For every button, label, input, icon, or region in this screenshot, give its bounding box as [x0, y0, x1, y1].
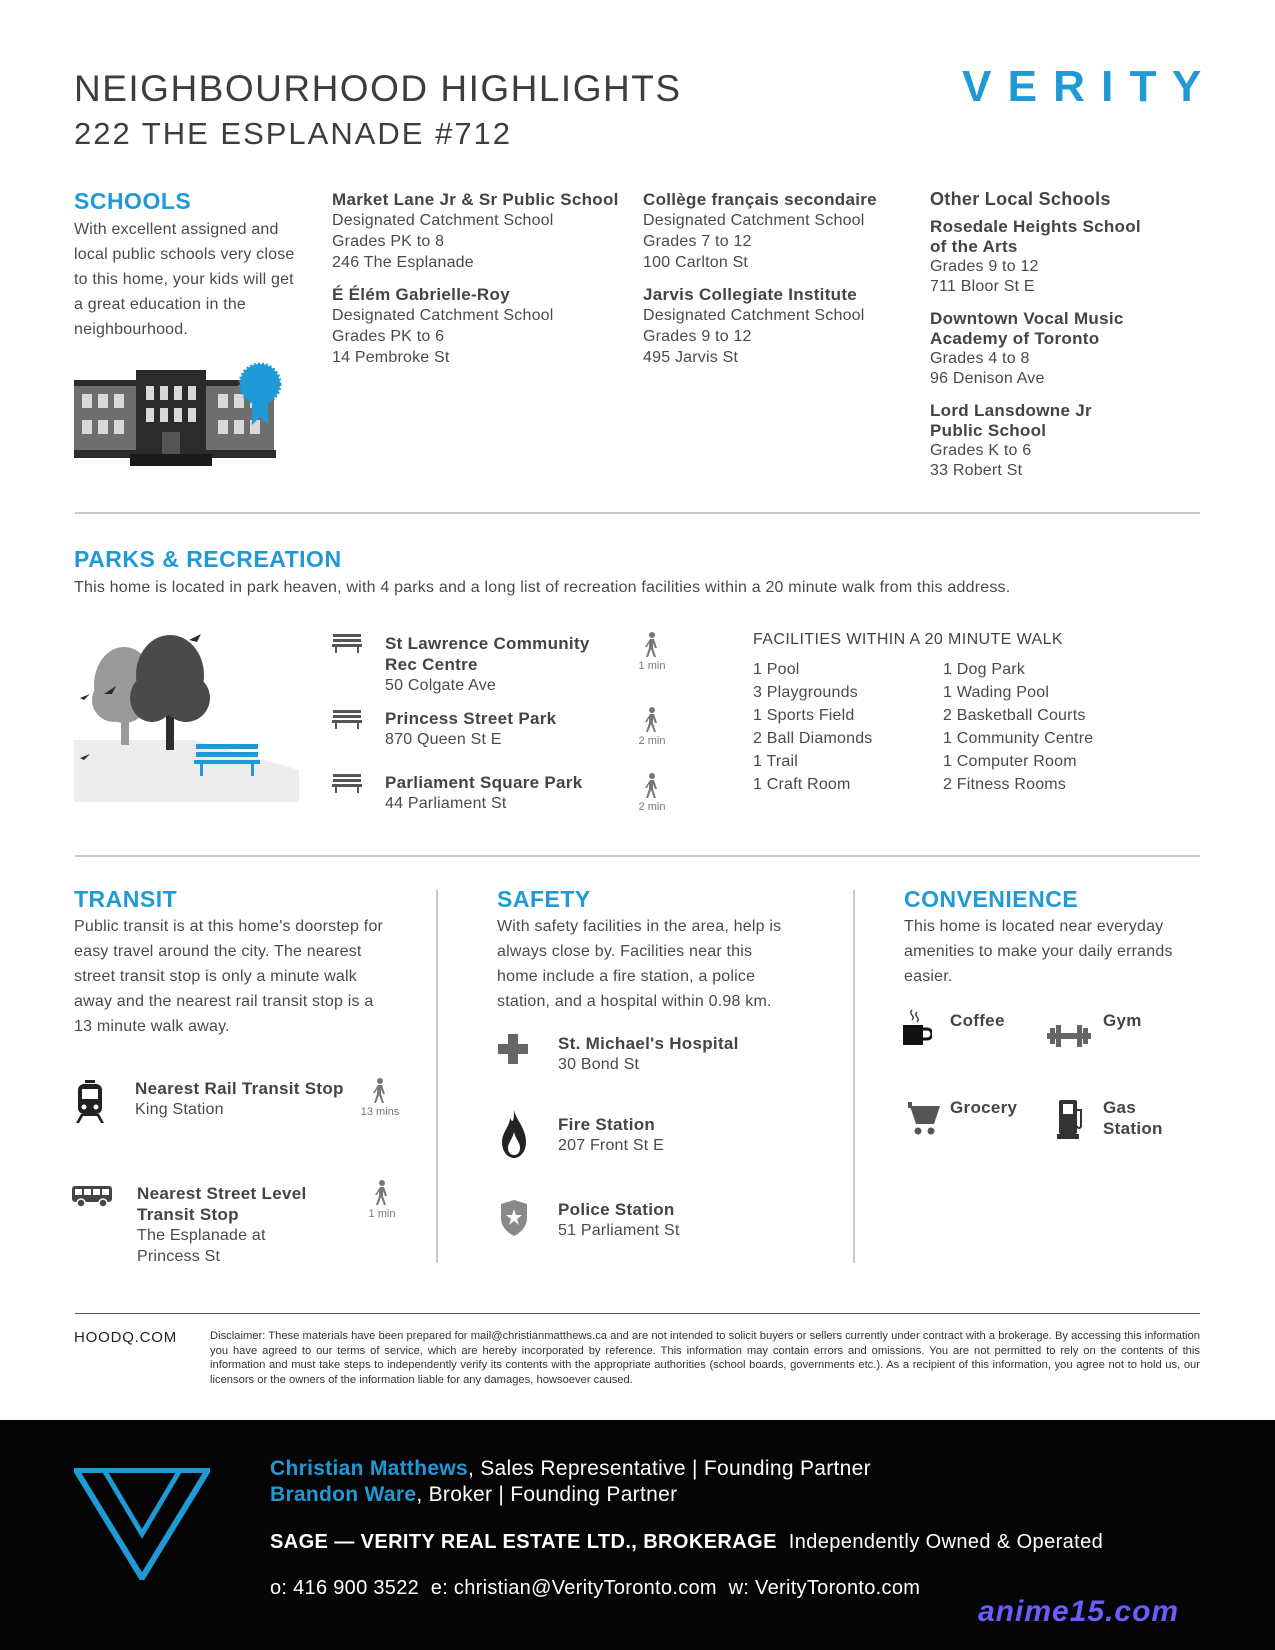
train-icon — [75, 1080, 105, 1124]
school-building-icon — [74, 360, 294, 470]
transit-heading: TRANSIT — [74, 886, 178, 912]
gas-station-label: Gas Station — [1103, 1098, 1163, 1138]
grocery-cart-icon — [902, 1100, 940, 1136]
watermark-text: anime15.com — [978, 1595, 1180, 1628]
disclaimer-text: Disclaimer: These materials have been prepared for mail@christianmatthews.ca and are not intended to solicit buyers or sellers currently under contract with a brokerage. By accessing this information you have agreed to our terms of service, which are hereby incorporated by reference. This information may contain errors and omissions. You are not permitted to rely on the contents of this information and must take steps to independently verify its contents with the appropriate authorities (school boards, governments etc.). As a recipient of this information, you agree not to hold us, our licensors or the owners of the information liable for any damages, howsoever caused. — [210, 1330, 1200, 1386]
police-badge-icon — [501, 1200, 527, 1236]
nearest-street-stop: Nearest Street Level Transit Stop The Esplanade at Princess St — [137, 1184, 307, 1265]
park-st-lawrence: St Lawrence Community Rec Centre 50 Colgate Ave — [385, 634, 590, 694]
park-illustration-icon — [74, 630, 299, 805]
verity-logo-text: V E R I T Y — [962, 62, 1204, 111]
brokerage-line: SAGE — VERITY REAL ESTATE LTD., BROKERAGE Independently Owned & Operated — [270, 1531, 1104, 1553]
facilities-column-1: 1 Pool 3 Playgrounds 1 Sports Field 2 Ball Diamonds 1 Trail 1 Craft Room — [753, 661, 873, 793]
park-princess-street: Princess Street Park 870 Queen St E — [385, 709, 557, 748]
schools-description: With excellent assigned and local public schools very close to this home, your kids will get a great education in the neighbourhood. — [74, 221, 295, 338]
bus-icon — [72, 1186, 112, 1208]
gas-pump-icon — [1057, 1098, 1085, 1140]
safety-fire-station: Fire Station 207 Front St E — [558, 1115, 664, 1154]
convenience-heading: CONVENIENCE — [904, 886, 1079, 912]
safety-heading: SAFETY — [497, 886, 591, 912]
walk-time-rail: 13 mins — [355, 1078, 405, 1118]
walking-person-icon — [644, 773, 660, 799]
walk-time-street: 1 min — [357, 1180, 407, 1220]
gym-dumbbell-icon — [1047, 1024, 1091, 1048]
school-lord-lansdowne: Lord Lansdowne Jr Public School Grades K to 6 33 Robert St — [930, 401, 1092, 479]
walk-time-parliament-square: 2 min — [627, 773, 677, 813]
parks-heading: PARKS & RECREATION — [74, 546, 342, 572]
school-rosedale-heights: Rosedale Heights School of the Arts Grades 9 to 12 711 Bloor St E — [930, 217, 1141, 295]
verity-v-logo-icon — [74, 1468, 210, 1580]
other-schools-heading: Other Local Schools — [930, 189, 1111, 209]
bench-icon — [332, 632, 362, 654]
agent-brandon: Brandon Ware, Broker | Founding Partner — [270, 1483, 678, 1506]
divider — [75, 512, 1200, 514]
walking-person-icon — [374, 1180, 390, 1206]
divider — [75, 855, 1200, 857]
hospital-cross-icon — [498, 1034, 528, 1064]
bench-icon — [332, 708, 362, 730]
bench-icon — [332, 772, 362, 794]
school-gabrielle-roy: É Élém Gabrielle-Roy Designated Catchment School Grades PK to 6 14 Pembroke St — [332, 285, 554, 366]
coffee-cup-icon — [902, 1008, 932, 1048]
walk-time-princess-street: 2 min — [627, 707, 677, 747]
column-divider — [853, 890, 855, 1263]
divider — [75, 1313, 1200, 1314]
footer-bar — [0, 1420, 1275, 1650]
nearest-rail-stop: Nearest Rail Transit Stop King Station — [135, 1079, 344, 1118]
hoodq-link[interactable]: HOODQ.COM — [74, 1329, 178, 1346]
transit-description: Public transit is at this home's doorstep for easy travel around the city. The nearest street transit stop is only a minute walk away and the nearest rail transit stop is a 13 minute walk away. — [74, 918, 384, 1035]
contact-line[interactable]: o: 416 900 3522 e: christian@VerityToronto.com w: VerityToronto.com — [270, 1577, 921, 1599]
walking-person-icon — [644, 707, 660, 733]
school-downtown-vocal: Downtown Vocal Music Academy of Toronto Grades 4 to 8 96 Denison Ave — [930, 309, 1124, 387]
schools-heading: SCHOOLS — [74, 188, 192, 214]
safety-police-station: Police Station 51 Parliament St — [558, 1200, 680, 1239]
grocery-label: Grocery — [950, 1098, 1018, 1117]
safety-description: With safety facilities in the area, help is always close by. Facilities near this home include a fire station, a police station, and a hospital within 0.98 km. — [497, 918, 782, 1010]
walking-person-icon — [372, 1078, 388, 1104]
property-address: 222 THE ESPLANADE #712 — [74, 116, 513, 151]
walk-time-st-lawrence: 1 min — [627, 632, 677, 672]
coffee-label: Coffee — [950, 1011, 1005, 1030]
facilities-heading: FACILITIES WITHIN A 20 MINUTE WALK — [753, 631, 1063, 648]
facilities-column-2: 1 Dog Park 1 Wading Pool 2 Basketball Courts 1 Community Centre 1 Computer Room 2 Fitness Rooms — [943, 661, 1094, 793]
school-college-francais: Collège français secondaire Designated Catchment School Grades 7 to 12 100 Carlton St — [643, 190, 877, 271]
walking-person-icon — [644, 632, 660, 658]
safety-hospital: St. Michael's Hospital 30 Bond St — [558, 1034, 739, 1073]
school-market-lane: Market Lane Jr & Sr Public School Designated Catchment School Grades PK to 8 246 The Esplanade — [332, 190, 619, 271]
fire-flame-icon — [500, 1110, 528, 1160]
column-divider — [436, 890, 438, 1263]
page-title: NEIGHBOURHOOD HIGHLIGHTS — [74, 68, 682, 109]
school-jarvis-collegiate: Jarvis Collegiate Institute Designated Catchment School Grades 9 to 12 495 Jarvis St — [643, 285, 865, 366]
convenience-description: This home is located near everyday amenities to make your daily errands easier. — [904, 918, 1173, 985]
agent-christian: Christian Matthews, Sales Representative | Founding Partner — [270, 1457, 871, 1480]
park-parliament-square: Parliament Square Park 44 Parliament St — [385, 773, 583, 812]
gym-label: Gym — [1103, 1011, 1142, 1030]
parks-description: This home is located in park heaven, with 4 parks and a long list of recreation facilities within a 20 minute walk from this address. — [74, 579, 1011, 596]
